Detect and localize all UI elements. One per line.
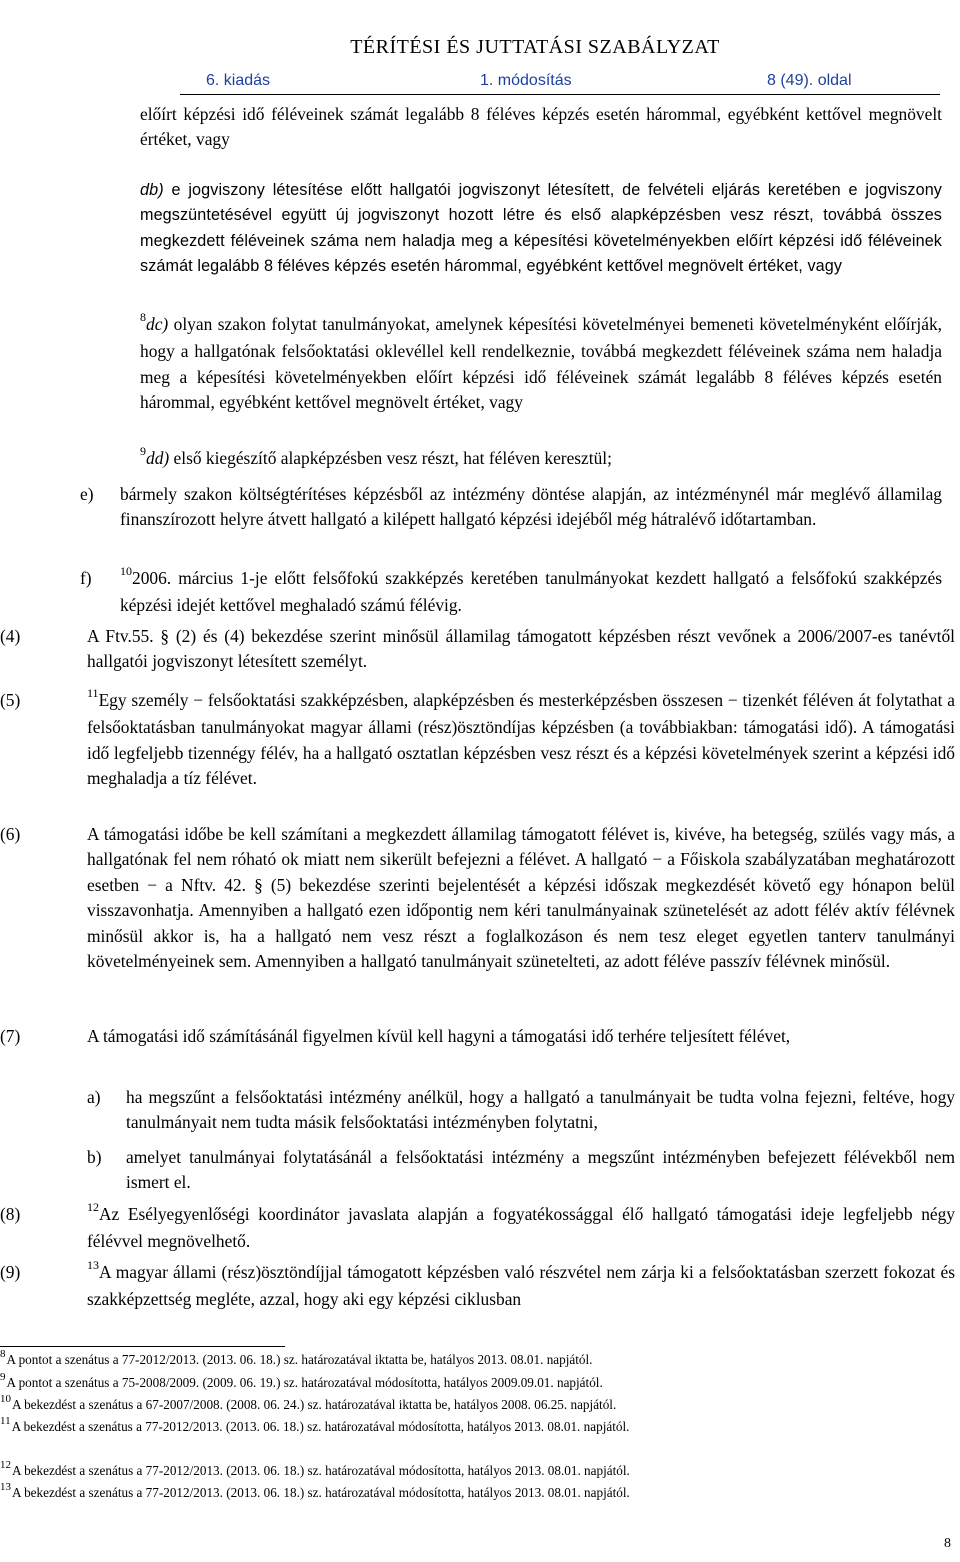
footnote-9 <box>0 1371 603 1392</box>
item-db-text: e jogviszony létesítése előtt hallgatói jogviszonyt létesített, de felvételi eljárás keretében e jogviszony megszüntetésével együtt új jogviszonyt hozott létre és első alapképzésben vesz részt, továbbá összes megkezdett féléveinek száma nem haladja meg a képesítési követelményekben előírt képzési idő féléveinek számát legalább 8 féléves képzés esetén hárommal, egyébként kettővel megnövelt értéket, vagy <box>140 181 942 276</box>
paragraph-8 <box>87 1202 955 1255</box>
footnote-11-number: 11 <box>0 1415 11 1427</box>
footnote-8 <box>0 1348 593 1369</box>
item-7a-text: ha megszűnt a felsőoktatási intézmény anélkül, hogy a hallgató a tanulmányait be tudta volna fejezni, feltéve, hogy tanulmányait nem tudta másik felsőoktatási intézményben folytatni, <box>126 1087 955 1133</box>
item-f-label: f) <box>80 568 92 588</box>
item-dc-label: dc) <box>146 314 169 334</box>
footnote-8-text: A pontot a szenátus a 77-2012/2013. (2013. 06. 18.) sz. határozatával iktatta be, hatályos 2013. 08.01. napjától. <box>6 1352 593 1367</box>
item-f <box>120 566 942 619</box>
footnote-ref-12[interactable]: 12 <box>87 1200 99 1214</box>
paragraph-9 <box>87 1260 955 1313</box>
paragraph-4-text: A Ftv.55. § (2) és (4) bekezdése szerint minősül államilag támogatott képzésben részt vevőnek a 2006/2007-es tanévtől hallgatói jogviszonyt létesített személyt. <box>87 626 955 672</box>
paragraph-5-number: (5) <box>0 690 21 710</box>
header-meta-row <box>0 72 960 92</box>
paragraph-6-text: A támogatási időbe be kell számítani a megkezdett államilag támogatott félévet is, kivéve, ha betegség, szülés vagy más, a hallgatónak fel nem róható ok miatt nem sikerült befejezni a félévet. A hallgató − a Főiskola szabályzatában meghatározott esetben − a Nftv. 42. § (5) bekezdése szerinti bejelentését a képzési időszak megkezdését követő egy hónapon belül visszavonhatja. Amennyiben a hallgató ezen időpontig nem kéri tanulmányainak szünetelését az adott félév aktív félévnek minősül akkor is, ha a hallgató nem vesz részt a foglalkozáson és nem tesz eleget egyetlen tanterv tanulmányi követelményeinek sem. Amennyiben a hallgató tanulmányait szünetelteti, az adott féléve passzív félévnek minősül. <box>87 824 955 972</box>
footnote-13-text: A bekezdést a szenátus a 77-2012/2013. (2013. 06. 18.) sz. határozatával módosította, hatályos 2013. 08.01. napjától. <box>12 1485 630 1500</box>
footnote-8-number: 8 <box>0 1348 6 1360</box>
item-dd-text: első kiegészítő alapképzésben vesz részt, hat féléven keresztül; <box>169 448 612 468</box>
paragraph-7-text: A támogatási idő számításánál figyelmen kívül kell hagyni a támogatási idő terhére teljesített félévet, <box>87 1026 791 1046</box>
paragraph-5 <box>87 688 955 792</box>
footnote-ref-11[interactable]: 11 <box>87 686 99 700</box>
item-e-text: bármely szakon költségtérítéses képzésből az intézmény döntése alapján, az intézménynél már meglévő államilag finanszírozott helyre átvett hallgató a kilépett hallgató képzési idejéből még hátralévő időtartamban. <box>120 484 942 530</box>
footnote-ref-13[interactable]: 13 <box>87 1258 99 1272</box>
modification-label: 1. módosítás <box>480 72 572 89</box>
item-dc <box>140 312 942 416</box>
paragraph-8-number: (8) <box>0 1204 21 1224</box>
item-dd-label: dd) <box>146 448 170 468</box>
footnote-9-text: A pontot a szenátus a 75-2008/2009. (2009. 06. 19.) sz. határozatával módosította, hatályos 2009.09.01. napjától. <box>6 1375 603 1390</box>
paragraph-5-text: Egy személy − felsőoktatási szakképzésben, alapképzésben és mesterképzésben összesen − tizenkét féléven át folytathat a felsőoktatásban tanulmányokat magyar állami (rész)ösztöndíjas képzésben (a továbbiakban: támogatási idő). A támogatási idő legfeljebb tizennégy félév, ha a hallgató osztatlan képzésben vesz részt és a képzési követelmények szerint a képzési idő meghaladja a tíz félévet. <box>87 690 955 789</box>
header-divider <box>180 94 940 95</box>
footnote-divider <box>0 1346 285 1347</box>
item-db-label: db) <box>140 181 164 199</box>
footnote-ref-10[interactable]: 10 <box>120 564 132 578</box>
footnote-10-text: A bekezdést a szenátus a 67-2007/2008. (2008. 06. 24.) sz. határozatával iktatta be, hatályos 2008. 06.25. napjától. <box>12 1397 617 1412</box>
footnote-13-number: 13 <box>0 1481 11 1493</box>
paragraph-9-text: A magyar állami (rész)ösztöndíjjal támogatott képzésben való részvétel nem zárja ki a felsőoktatásban szerzett fokozat és szakképzettség megléte, azzal, hogy aki egy képzési ciklusban <box>87 1262 955 1310</box>
footnote-12-number: 12 <box>0 1459 11 1471</box>
item-dc-text: olyan szakon folytat tanulmányokat, amelynek képesítési követelményei bemeneti követelményként előírják, hogy a hallgatónak felsőoktatási oklevéllel kell rendelkeznie, továbbá megkezdett féléveinek száma nem haladja meg a képesítési követelményekben előírt képzési idő féléveinek számát legalább 8 féléves képzés esetén hárommal, egyébként kettővel megnövelt értéket, vagy <box>140 314 942 413</box>
paragraph-7-number: (7) <box>0 1026 21 1046</box>
document-title: TÉRÍTÉSI ÉS JUTTATÁSI SZABÁLYZAT <box>350 36 720 58</box>
paragraph-8-text: Az Esélyegyenlőségi koordinátor javaslata alapján a fogyatékossággal élő hallgató támogatási ideje legfeljebb négy félévvel megnövelhető. <box>87 1204 955 1252</box>
item-db <box>140 178 942 280</box>
footnote-12-text: A bekezdést a szenátus a 77-2012/2013. (2013. 06. 18.) sz. határozatával módosította, hatályos 2013. 08.01. napjától. <box>12 1463 630 1478</box>
page-number: 8 <box>944 1536 951 1551</box>
footnote-9-number: 9 <box>0 1371 6 1383</box>
paragraph-6-number: (6) <box>0 824 21 844</box>
item-7b-label: b) <box>87 1147 102 1167</box>
footnote-13 <box>0 1481 630 1502</box>
item-e-label: e) <box>80 484 94 504</box>
paragraph-4-number: (4) <box>0 626 21 646</box>
item-7b-text: amelyet tanulmányai folytatásánál a felsőoktatási intézmény a megszűnt intézményben befejezett félévekből nem ismert el. <box>126 1147 955 1193</box>
item-dd <box>140 446 942 473</box>
item-7a-label: a) <box>87 1087 101 1107</box>
continuation-paragraph: előírt képzési idő féléveinek számát legalább 8 féléves képzés esetén hárommal, egyébként kettővel megnövelt értéket, vagy <box>140 104 942 150</box>
footnote-ref-8[interactable]: 8 <box>140 310 146 324</box>
footnote-ref-9[interactable]: 9 <box>140 444 146 458</box>
paragraph-9-number: (9) <box>0 1262 21 1282</box>
page-label: 8 (49). oldal <box>767 72 852 89</box>
footnote-12 <box>0 1459 630 1480</box>
footnote-10 <box>0 1393 617 1414</box>
footnote-11-text: A bekezdést a szenátus a 77-2012/2013. (2013. 06. 18.) sz. határozatával módosította, hatályos 2013. 08.01. napjától. <box>11 1419 630 1434</box>
item-f-text: 2006. március 1-je előtt felsőfokú szakképzés keretében tanulmányokat kezdett hallgató a felsőfokú szakképzés képzési idejét kettővel meghaladó számú félévig. <box>120 568 942 616</box>
footnote-10-number: 10 <box>0 1393 11 1405</box>
footnote-11 <box>0 1415 630 1436</box>
edition-label: 6. kiadás <box>206 72 271 89</box>
